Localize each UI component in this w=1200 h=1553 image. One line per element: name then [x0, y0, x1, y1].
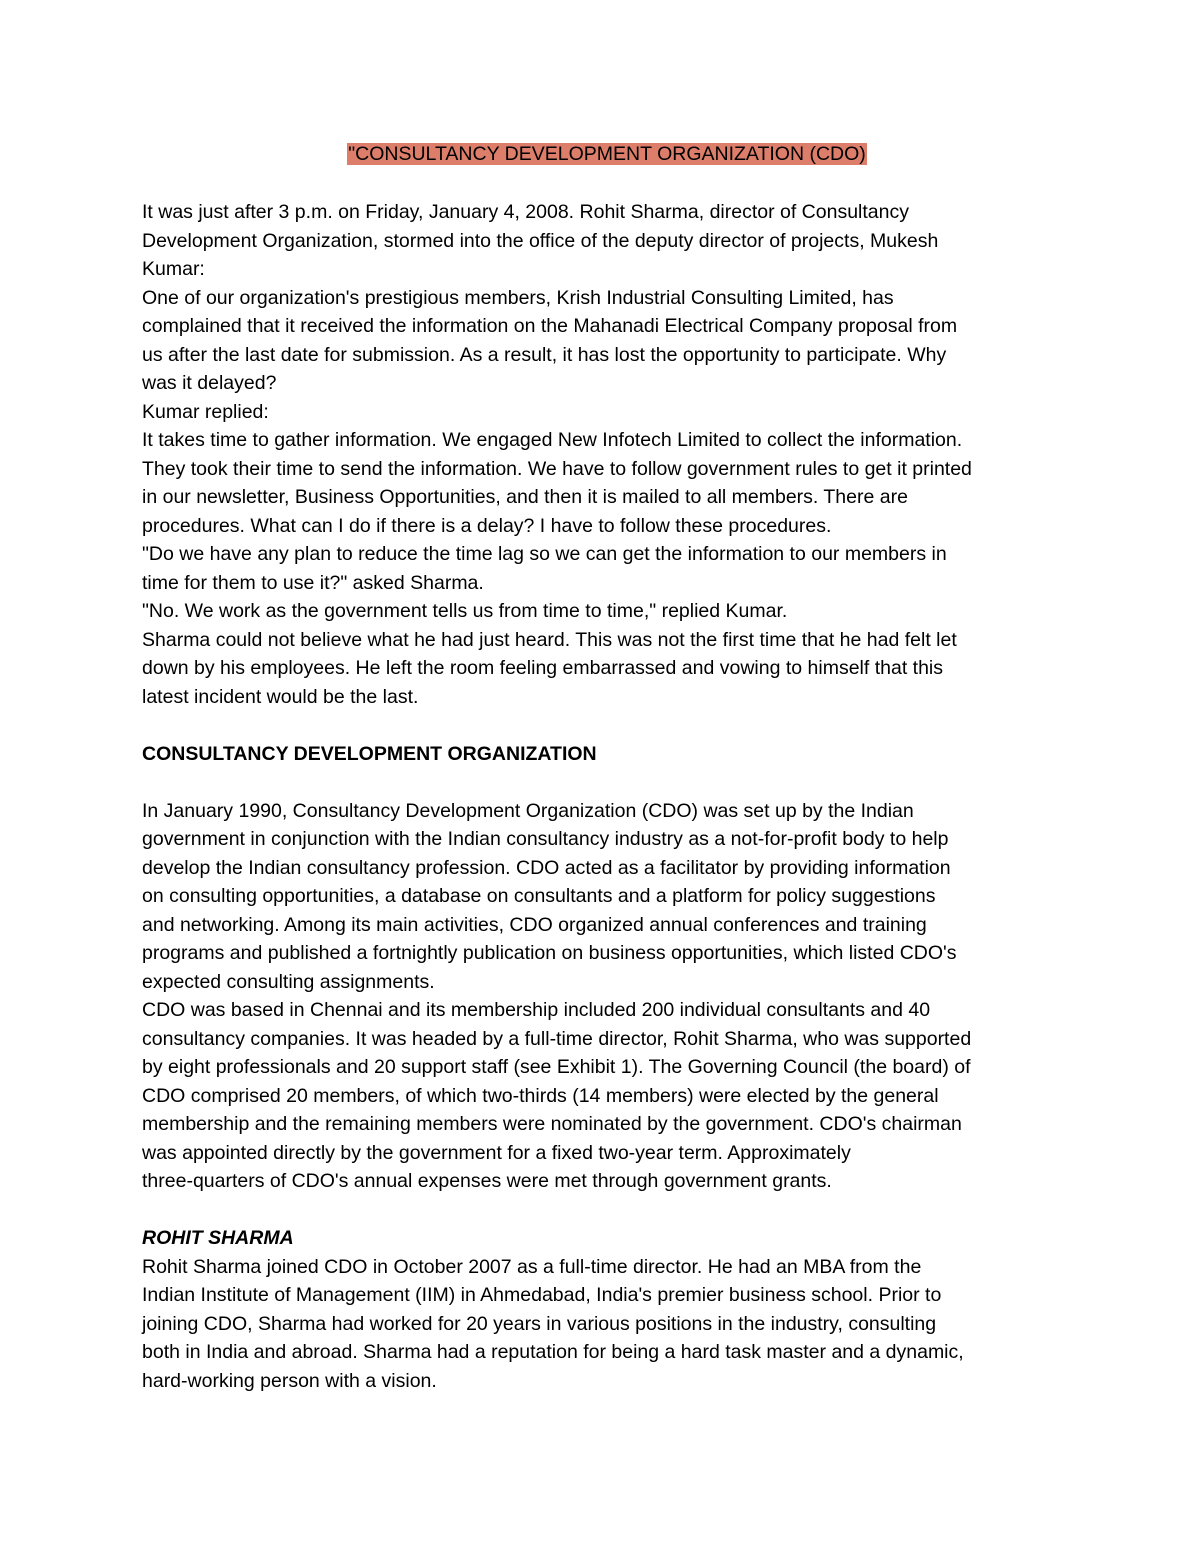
- cdo-line: expected consulting assignments.: [142, 970, 435, 993]
- rohit-line: joining CDO, Sharma had worked for 20 years in various positions in the industry, consulting: [142, 1312, 937, 1335]
- intro-line: Sharma could not believe what he had just heard. This was not the first time that he had felt let: [142, 628, 957, 651]
- cdo-line: three-quarters of CDO's annual expenses were met through government grants.: [142, 1170, 832, 1192]
- intro-line: procedures. What can I do if there is a delay? I have to follow these procedures.: [142, 514, 832, 537]
- intro-line: time for them to use it?" asked Sharma.: [142, 571, 484, 594]
- intro-line: Development Organization, stormed into the office of the deputy director of projects, Mukesh: [142, 229, 939, 252]
- section-heading: CONSULTANCY DEVELOPMENT ORGANIZATION: [142, 742, 597, 765]
- intro-line: It was just after 3 p.m. on Friday, January 4, 2008. Rohit Sharma, director of Consultancy: [142, 201, 909, 223]
- cdo-line: on consulting opportunities, a database on consultants and a platform for policy suggestions: [142, 885, 936, 907]
- cdo-line: CDO comprised 20 members, of which two-thirds (14 members) were elected by the general: [142, 1084, 939, 1107]
- cdo-line: CDO was based in Chennai and its membership included 200 individual consultants and 40: [142, 999, 931, 1021]
- document-page: [142, 140, 1072, 1395]
- intro-line: One of our organization's prestigious members, Krish Industrial Consulting Limited, has: [142, 286, 894, 309]
- intro-line: "No. We work as the government tells us from time to time," replied Kumar.: [142, 600, 788, 622]
- intro-line: "Do we have any plan to reduce the time lag so we can get the information to our members in: [142, 543, 947, 565]
- intro-line: latest incident would be the last.: [142, 685, 419, 708]
- intro-line: was it delayed?: [142, 372, 277, 394]
- intro-line: They took their time to send the information. We have to follow government rules to get it printed: [142, 457, 972, 480]
- intro-line: down by his employees. He left the room feeling embarrassed and vowing to himself that this: [142, 657, 943, 679]
- cdo-line: membership and the remaining members were nominated by the government. CDO's chairman: [142, 1113, 962, 1135]
- intro-narrative: [142, 198, 1072, 711]
- cdo-line: by eight professionals and 20 support staff (see Exhibit 1). The Governing Council (the board) of: [142, 1056, 971, 1078]
- cdo-line: In January 1990, Consultancy Development Organization (CDO) was set up by the Indian: [142, 799, 914, 822]
- cdo-line: develop the Indian consultancy profession. CDO acted as a facilitator by providing information: [142, 856, 951, 879]
- rohit-line: Rohit Sharma joined CDO in October 2007 as a full-time director. He had an MBA from the: [142, 1255, 922, 1278]
- cdo-line: consultancy companies. It was headed by a full-time director, Rohit Sharma, who was supported: [142, 1027, 972, 1050]
- cdo-section: [142, 797, 1072, 1196]
- document-title: "CONSULTANCY DEVELOPMENT ORGANIZATION (CDO): [348, 143, 866, 165]
- rohit-sharma-subheading: ROHIT SHARMA: [142, 1227, 294, 1249]
- cdo-line: was appointed directly by the government for a fixed two-year term. Approximately: [142, 1141, 851, 1164]
- intro-line: Kumar:: [142, 258, 205, 280]
- document-title-block: [142, 140, 1072, 168]
- cdo-line: and networking. Among its main activities, CDO organized annual conferences and training: [142, 913, 927, 936]
- intro-line: us after the last date for submission. As a result, it has lost the opportunity to participate. Why: [142, 343, 947, 366]
- rohit-sharma-section: [142, 1253, 1072, 1396]
- rohit-line: both in India and abroad. Sharma had a reputation for being a hard task master and a dynamic,: [142, 1341, 964, 1363]
- cdo-line: programs and published a fortnightly publication on business opportunities, which listed CDO's: [142, 942, 957, 964]
- rohit-line: Indian Institute of Management (IIM) in Ahmedabad, India's premier business school. Prior to: [142, 1284, 942, 1306]
- intro-line: complained that it received the information on the Mahanadi Electrical Company proposal from: [142, 315, 958, 337]
- intro-line: Kumar replied:: [142, 400, 269, 423]
- intro-line: It takes time to gather information. We engaged New Infotech Limited to collect the information.: [142, 429, 963, 451]
- cdo-line: government in conjunction with the Indian consultancy industry as a not-for-profit body to help: [142, 828, 949, 850]
- intro-line: in our newsletter, Business Opportunities, and then it is mailed to all members. There are: [142, 486, 908, 508]
- rohit-line: hard-working person with a vision.: [142, 1369, 437, 1392]
